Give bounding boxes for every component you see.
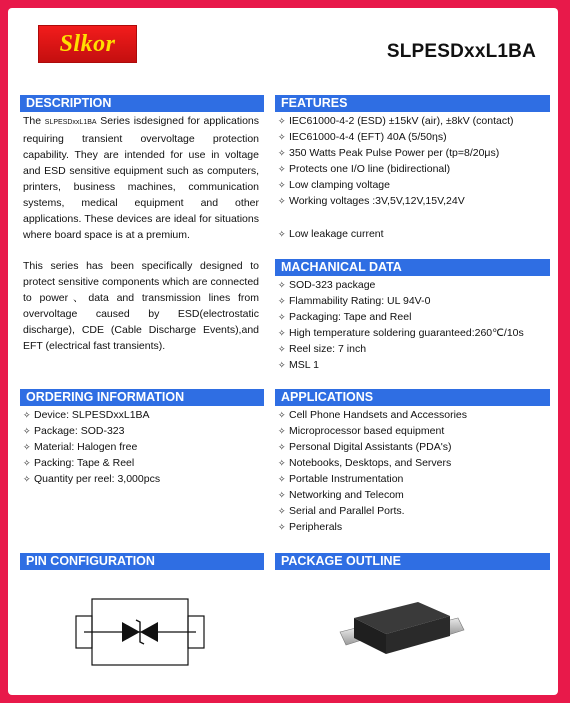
pin-configuration-diagram (74, 596, 206, 668)
list-item (23, 407, 160, 423)
bullet-icon: ✧ (278, 522, 286, 532)
list-item (278, 277, 524, 293)
sod323-package-image (338, 588, 468, 678)
feature-text: 350 Watts Peak Pulse Power per (tp=8/20μs) (289, 147, 500, 159)
bullet-icon: ✧ (278, 229, 286, 239)
bullet-icon: ✧ (278, 148, 286, 158)
list-item (278, 293, 524, 309)
applications-list (278, 407, 467, 535)
bullet-icon: ✧ (278, 312, 286, 322)
description-paragraph-1 (23, 113, 259, 243)
pin-config-header: PIN CONFIGURATION (20, 553, 264, 570)
mechanical-list (278, 277, 524, 373)
list-item (278, 519, 467, 535)
list-item (278, 439, 467, 455)
list-item (278, 145, 514, 161)
mechanical-text: SOD-323 package (289, 279, 376, 291)
list-item (278, 177, 514, 193)
list-item (278, 129, 514, 145)
list-item (23, 423, 160, 439)
list-item (278, 455, 467, 471)
bullet-icon: ✧ (278, 280, 286, 290)
ordering-text: Packing: Tape & Reel (34, 457, 135, 469)
mechanical-header: MACHANICAL DATA (275, 259, 550, 276)
bullet-icon: ✧ (23, 410, 31, 420)
package-outline-header: PACKAGE OUTLINE (275, 553, 550, 570)
list-item (278, 407, 467, 423)
mechanical-text: Packaging: Tape and Reel (289, 311, 412, 323)
bullet-icon: ✧ (278, 506, 286, 516)
list-item (278, 423, 467, 439)
list-item (278, 471, 467, 487)
bullet-icon: ✧ (278, 116, 286, 126)
bullet-icon: ✧ (278, 164, 286, 174)
bullet-icon: ✧ (278, 490, 286, 500)
datasheet-page (8, 8, 558, 695)
bullet-icon: ✧ (23, 442, 31, 452)
features-header: FEATURES (275, 95, 550, 112)
feature-text: IEC61000-4-2 (ESD) ±15kV (air), ±8kV (contact) (289, 115, 514, 127)
ordering-text: Quantity per reel: 3,000pcs (34, 473, 161, 485)
bullet-icon: ✧ (23, 458, 31, 468)
bullet-icon: ✧ (23, 426, 31, 436)
bullet-icon: ✧ (278, 196, 286, 206)
description-paragraph-2: This series has been specifically designed to protect sensitive components which are connected to power、data and transmission lines from overvoltage caused by ESD(electrostatic discharge), CDE (Cable Discharge Events),and EFT (electrical fast transients). (23, 260, 259, 352)
part-number-title: SLPESDxxL1BA (386, 41, 536, 62)
feature-text: Low leakage current (289, 228, 384, 240)
list-item (278, 193, 514, 209)
description-part-inline: SLPESDxxL1BA (44, 119, 97, 126)
description-text-pre: The (23, 115, 42, 127)
feature-text: Working voltages :3V,5V,12V,15V,24V (289, 195, 465, 207)
feature-text: Protects one I/O line (bidirectional) (289, 163, 451, 175)
list-item (278, 325, 524, 341)
diode-triangle-left-icon (122, 622, 140, 642)
diode-triangle-right-icon (140, 622, 158, 642)
bullet-icon: ✧ (278, 458, 286, 468)
bullet-icon: ✧ (278, 180, 286, 190)
bullet-icon: ✧ (278, 426, 286, 436)
description-header: DESCRIPTION (20, 95, 264, 112)
application-text: Personal Digital Assistants (PDA's) (289, 441, 452, 453)
ordering-list (23, 407, 160, 487)
list-item (278, 503, 467, 519)
bullet-icon: ✧ (278, 344, 286, 354)
bullet-icon: ✧ (278, 410, 286, 420)
application-text: Networking and Telecom (289, 489, 404, 501)
application-text: Microprocessor based equipment (289, 425, 445, 437)
bullet-icon: ✧ (278, 132, 286, 142)
application-text: Serial and Parallel Ports. (289, 505, 405, 517)
mechanical-text: MSL 1 (289, 359, 319, 371)
application-text: Portable Instrumentation (289, 473, 404, 485)
bullet-icon: ✧ (278, 442, 286, 452)
features-list (278, 113, 514, 209)
applications-header: APPLICATIONS (275, 389, 550, 406)
bullet-icon: ✧ (23, 474, 31, 484)
brand-logo: Slkor (38, 25, 137, 63)
mechanical-text: High temperature soldering guaranteed:260℃/10s (289, 327, 524, 339)
feature-text: IEC61000-4-4 (EFT) 40A (5/50ηs) (289, 131, 447, 143)
list-item (278, 161, 514, 177)
ordering-text: Device: SLPESDxxL1BA (34, 409, 150, 421)
ordering-text: Package: SOD-323 (34, 425, 125, 437)
list-item (278, 309, 524, 325)
bullet-icon: ✧ (278, 474, 286, 484)
mechanical-text: Reel size: 7 inch (289, 343, 367, 355)
application-text: Cell Phone Handsets and Accessories (289, 409, 468, 421)
features-extra-list (278, 226, 384, 242)
ordering-text: Material: Halogen free (34, 441, 138, 453)
ordering-header: ORDERING INFORMATION (20, 389, 264, 406)
feature-text: Low clamping voltage (289, 179, 390, 191)
application-text: Peripherals (289, 521, 343, 533)
list-item (278, 357, 524, 373)
application-text: Notebooks, Desktops, and Servers (289, 457, 452, 469)
bullet-icon: ✧ (278, 360, 286, 370)
list-item (278, 226, 384, 242)
list-item (278, 487, 467, 503)
description-text-post: Series isdesigned for applications requiring transient overvoltage protection capability. They are intended for use in voltage and ESD sensitive equipment such as computers, printers, business machines, communication systems, medical equipment and other applications. These devices are ideal for situations where board space is at a premium. (23, 115, 259, 241)
list-item (23, 471, 160, 487)
list-item (278, 341, 524, 357)
list-item (23, 439, 160, 455)
bullet-icon: ✧ (278, 328, 286, 338)
mechanical-text: Flammability Rating: UL 94V-0 (289, 295, 431, 307)
bullet-icon: ✧ (278, 296, 286, 306)
list-item (23, 455, 160, 471)
list-item (278, 113, 514, 129)
